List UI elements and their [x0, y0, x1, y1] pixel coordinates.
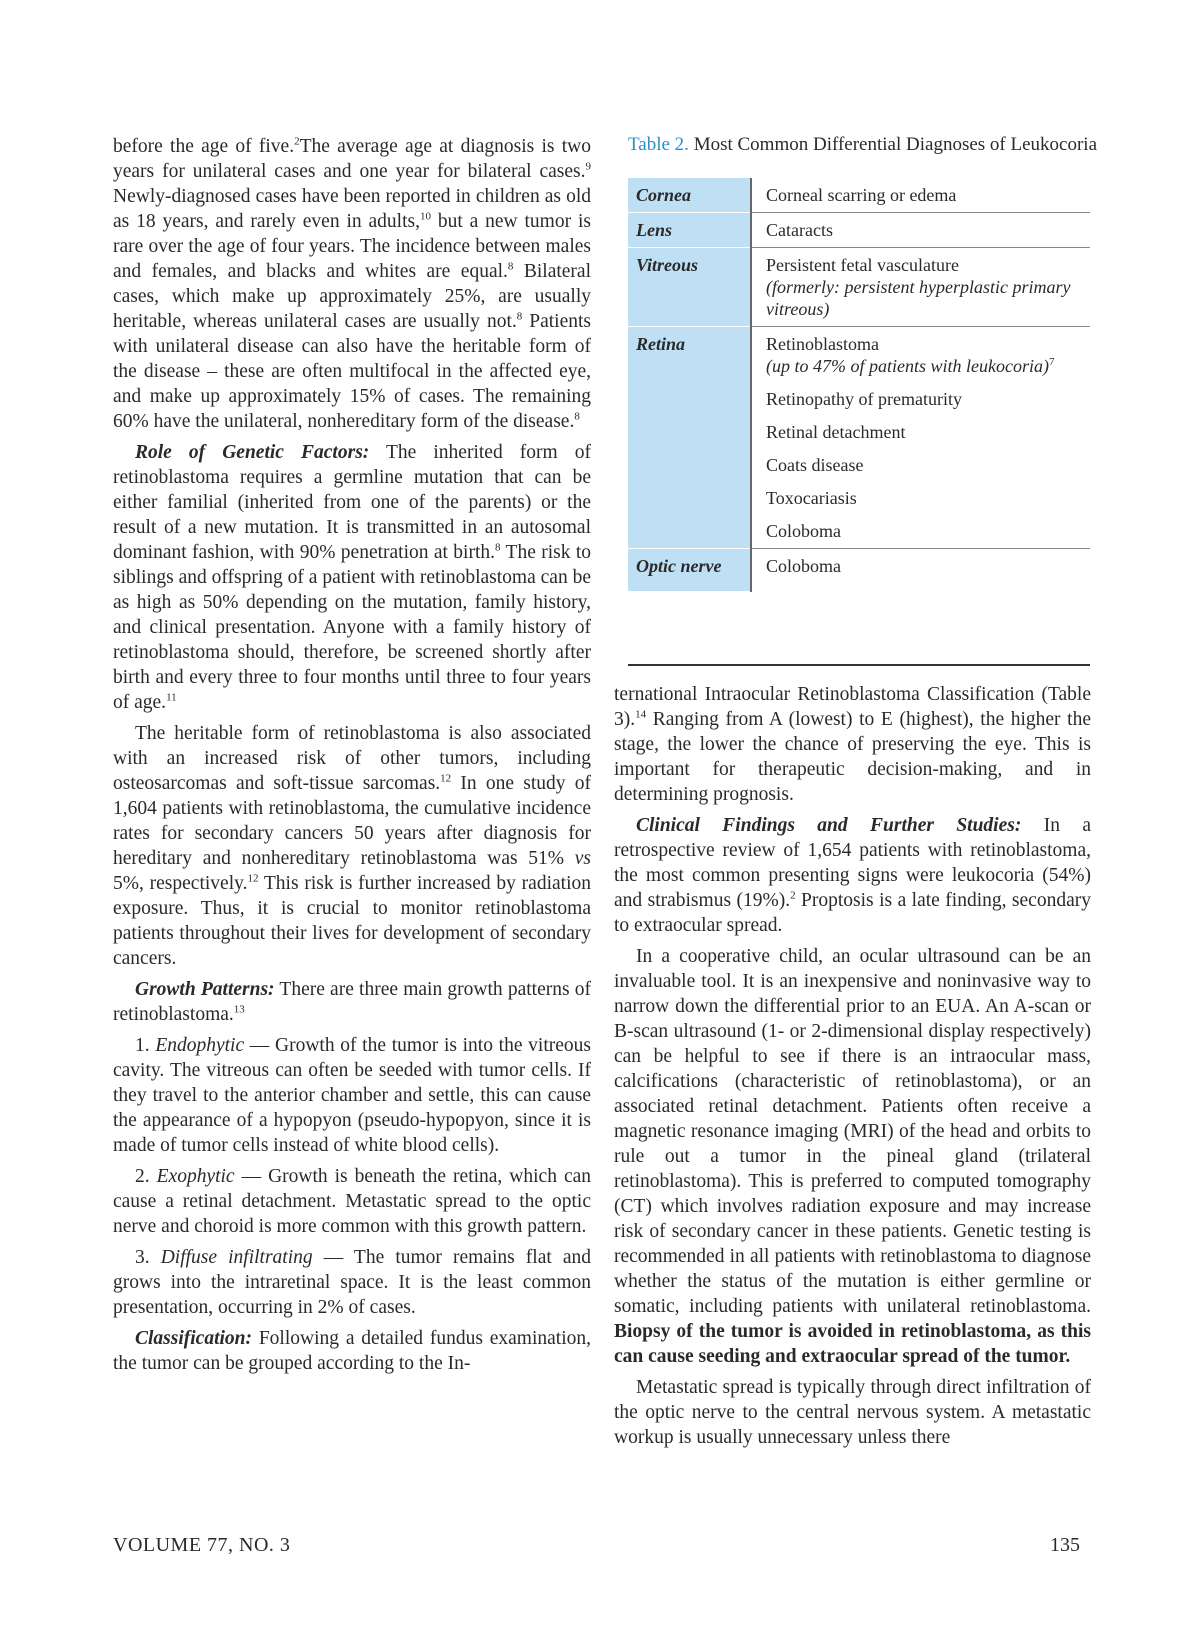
left-column	[113, 134, 591, 1382]
paragraph: Classification: Following a detailed fundus examination, the tumor can be grouped according to the In-	[113, 1328, 591, 1374]
row-category: Retina	[628, 327, 751, 549]
paragraph: The heritable form of retinoblastoma is also associated with an increased risk of other tumors, including osteosarcomas and soft-tissue sarcomas.$^{12}$ In one study of 1,604 patients with retinoblastoma, the cumulative incidence rates for secondary cancers 50 years after diagnosis for hereditary and nonhereditary retinoblastoma was 51% vs 5%, respectively.$^{12}$ This risk is further increased by radiation exposure. Thus, it is crucial to monitor retinoblastoma patients throughout their lives for development of secondary cancers.	[113, 723, 591, 969]
paragraph: before the age of five.$^2$The average age at diagnosis is two years for unilateral cases and one year for bilateral cases.$^9$ Newly-diagnosed cases have been reported in children as old as 18 years, and rarely even in adults,$^{10}$ but a new tumor is rare over the age of four years. The incidence between males and females, and blacks and whites are equal.$^8$ Bilateral cases, which make up approximately 25%, are usually heritable, whereas unilateral cases are usually not.$^8$ Patients with unilateral disease can also have the heritable form of the disease – these are often multifocal in the affected eye, and make up approximately 15% of cases. The remaining 60% have the unilateral, nonhereditary form of the disease.$^8$	[113, 135, 591, 432]
row-category: Lens	[628, 213, 751, 248]
table-row	[628, 549, 1090, 592]
page-number: 135	[1050, 1534, 1080, 1556]
table-caption: Table 2. Most Common Differential Diagnoses of Leukocoria	[628, 134, 1098, 155]
paragraph: ternational Intraocular Retinoblastoma Classification (Table 3).$^{14}$ Ranging from A (lowest) to E (highest), the higher the stage, the lower the chance of preserving the eye. This is important for therapeutic decision-making, and in determining prognosis.	[614, 684, 1091, 805]
table-bottom-rule	[628, 664, 1090, 666]
section-lead: Role of Genetic Factors:	[135, 442, 370, 463]
row-items: Corneal scarring or edema	[751, 178, 1090, 213]
paragraph: Growth Patterns: There are three main growth patterns of retinoblastoma.$^{13}$	[113, 979, 592, 1025]
paragraph: In a cooperative child, an ocular ultrasound can be an invaluable tool. It is an inexpensive and noninvasive way to narrow down the differential prior to an EUA. An A-scan or B-scan ultrasound (1- or 2-dimensional display respectively) can be helpful to see if there is an intraocular mass, calcifications (characteristic of retinoblastoma), or an associated retinal detachment. Patients often receive a magnetic resonance imaging (MRI) of the head and orbits to rule out a tumor in the pineal gland (trilateral retinoblastoma). This is preferred to computed tomography (CT) which involves radiation exposure and may increase risk of secondary cancer in these patients. Genetic testing is recommended in all patients with retinoblastoma to diagnose whether the status of the mutation is either germline or somatic, including patients with unilateral retinoblastoma. Biopsy of the tumor is avoided in retinoblastoma, as this can cause seeding and extraocular spread of the tumor.	[614, 946, 1091, 1367]
differential-table	[628, 134, 1098, 592]
row-items: Coloboma	[766, 556, 841, 576]
paragraph: Clinical Findings and Further Studies: In a retrospective review of 1,654 patients with retinoblastoma, the most common presenting signs were leukocoria (54%) and strabismus (19%).$^2$ Proptosis is a late finding, secondary to extraocular spread.	[614, 815, 1091, 936]
right-column	[614, 682, 1091, 1456]
table	[628, 178, 1090, 592]
list-item: 2. Exophytic — Growth is beneath the retina, which can cause a retinal detachment. Metastatic spread to the optic nerve and choroid is more common with this growth pattern.	[113, 1166, 591, 1237]
table-row	[628, 213, 1090, 248]
row-items: Cataracts	[751, 213, 1090, 248]
table-row	[628, 248, 1090, 327]
section-lead: Classification:	[135, 1328, 253, 1349]
list-item: 1. Endophytic — Growth of the tumor is into the vitreous cavity. The vitreous can often be seeded with tumor cells. If they travel to the anterior chamber and settle, this can cause the appearance of a hypopyon (pseudo-hypopyon, since it is made of tumor cells instead of white blood cells).	[113, 1035, 591, 1156]
list-item: 3. Diffuse infiltrating — The tumor remains flat and grows into the intraretinal space. It is the least common presentation, occurring in 2% of cases.	[113, 1247, 591, 1318]
row-category: Optic nerve	[628, 549, 751, 592]
section-lead: Growth Patterns:	[135, 979, 275, 1000]
volume-label: VOLUME 77, NO. 3	[113, 1534, 291, 1556]
table-row	[628, 178, 1090, 213]
row-items: Retinoblastoma (up to 47% of patients with leukocoria)$^7$ Retinopathy of prematurity Retinal detachment Coats disease Toxocariasis Coloboma	[751, 327, 1090, 549]
paragraph: Role of Genetic Factors: The inherited form of retinoblastoma requires a germline mutation that can be either familial (inherited from one of the parents) or the result of a new mutation. It is transmitted in an autosomal dominant fashion, with 90% penetration at birth.$^8$ The risk to siblings and offspring of a patient with retinoblastoma can be as high as 50% depending on the mutation, family history, and clinical presentation. Anyone with a family history of retinoblastoma should, therefore, be screened shortly after birth and every three to four months until three to four years of age.$^{11}$	[113, 442, 591, 713]
row-category: Cornea	[628, 178, 751, 213]
row-category: Vitreous	[628, 248, 751, 327]
section-lead: Clinical Findings and Further Studies:	[636, 815, 1022, 836]
table-row	[628, 327, 1090, 549]
paragraph: Metastatic spread is typically through direct infiltration of the optic nerve to the central nervous system. A metastatic workup is usually unnecessary unless there	[614, 1377, 1091, 1448]
row-items: Persistent fetal vasculature (formerly: persistent hyperplastic primary vitreous)	[751, 248, 1090, 327]
